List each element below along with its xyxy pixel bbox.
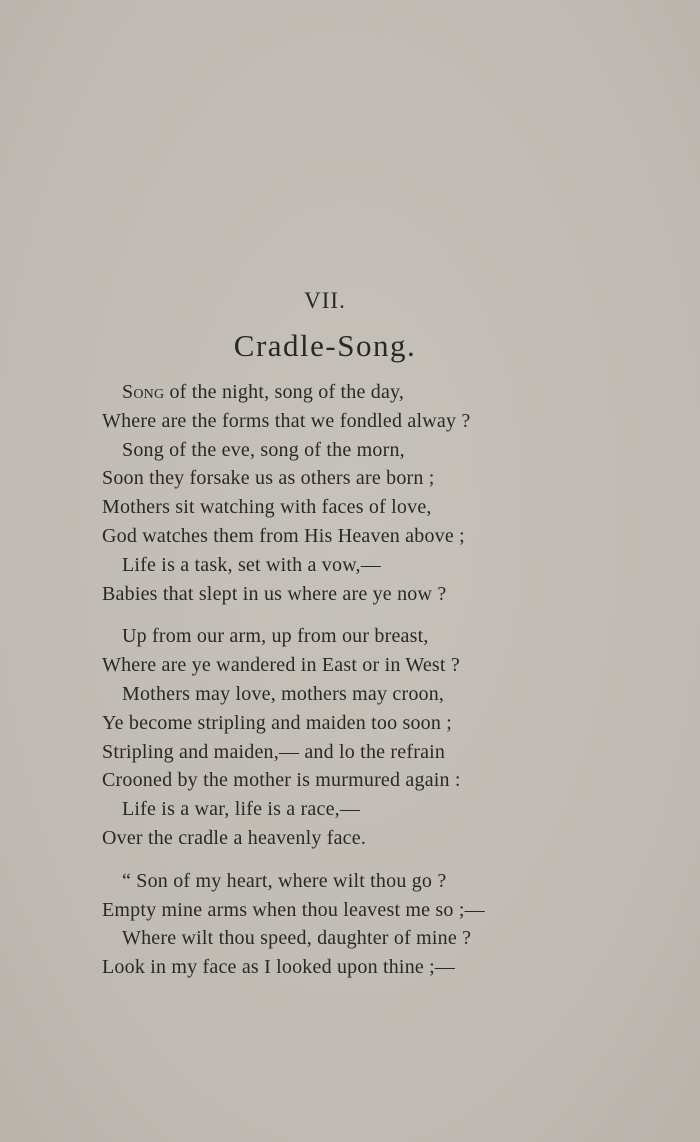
chapter-numeral: VII. <box>304 288 346 313</box>
poem-line: Over the cradle a heavenly face. <box>102 826 367 849</box>
poem-line: Where are ye wandered in East or in West ? <box>102 654 460 677</box>
stanza-2 <box>0 622 700 852</box>
stanza-3 <box>0 867 700 982</box>
poem-line: Life is a war, life is a race,— <box>122 798 361 821</box>
poem-line: Ye become stripling and maiden too soon ; <box>102 711 453 734</box>
poem-title: Cradle-Song. <box>233 328 417 363</box>
poem-line: Song of the eve, song of the morn, <box>122 438 405 461</box>
poem-line: Babies that slept in us where are ye now ? <box>102 582 447 605</box>
poem-line: Empty mine arms when thou leavest me so ;— <box>102 898 485 921</box>
poem-line: Crooned by the mother is murmured again : <box>102 769 461 792</box>
poem-line: Stripling and maiden,— and lo the refrain <box>102 740 446 763</box>
poem-line: Life is a task, set with a vow,— <box>122 553 381 576</box>
poem-line: Up from our arm, up from our breast, <box>122 625 429 648</box>
poem-line: Mothers may love, mothers may croon, <box>122 682 445 705</box>
smallcaps-first-word: Song <box>122 381 165 403</box>
poem-line: Look in my face as I looked upon thine ;— <box>102 956 456 979</box>
poem-body <box>0 378 700 996</box>
poem-line: Where wilt thou speed, daughter of mine ? <box>122 927 472 950</box>
poem-line: Where are the forms that we fondled alway ? <box>102 409 471 432</box>
stanza-1 <box>0 378 700 608</box>
poem-line: Soon they forsake us as others are born ; <box>102 467 435 490</box>
poem-line: Song of the night, song of the day, <box>122 381 405 403</box>
poem-line: “ Son of my heart, where wilt thou go ? <box>122 869 447 892</box>
poem-line: God watches them from His Heaven above ; <box>102 524 465 547</box>
poem-line: Mothers sit watching with faces of love, <box>102 496 432 519</box>
